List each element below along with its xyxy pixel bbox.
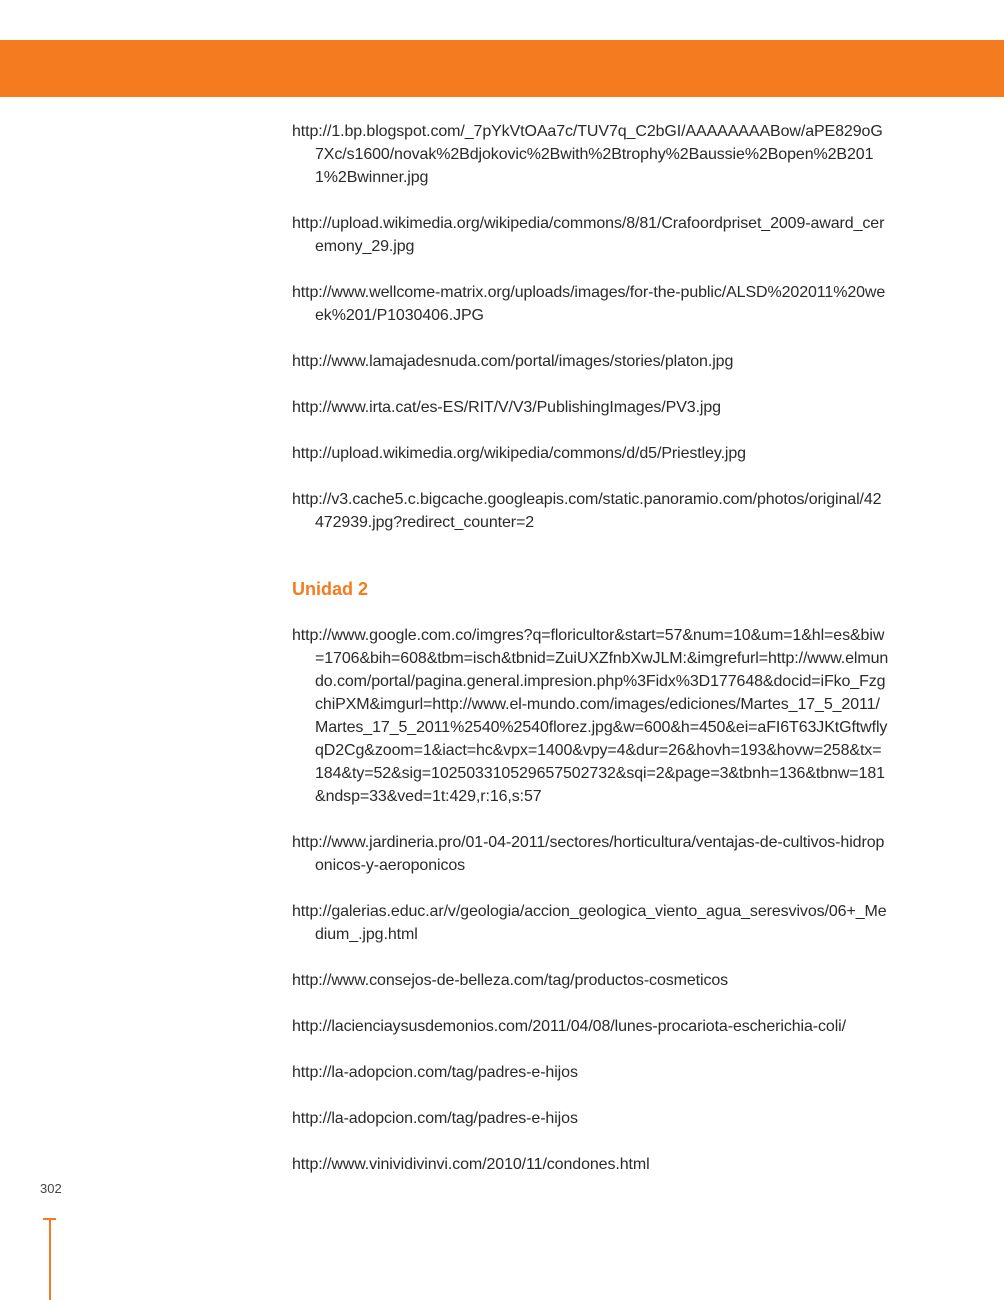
reference-link[interactable]: http://1.bp.blogspot.com/_7pYkVtOAa7c/TUV7q_C2bGI/AAAAAAAABow/aPE829oG7Xc/s1600/novak%2Bdjokovic%2Bwith%2Btrophy%2Baussie%2Bopen%2B2011%2Bwinner.jpg (292, 123, 883, 186)
page-number: 302 (40, 1181, 62, 1196)
header-band (0, 40, 1004, 97)
references-list (292, 120, 890, 1199)
reference-link[interactable]: http://la-adopcion.com/tag/padres-e-hijos (292, 1064, 578, 1081)
reference-link[interactable]: http://galerias.educ.ar/v/geologia/accion_geologica_viento_agua_seresvivos/06+_Medium_.jpg.html (292, 903, 887, 943)
reference-link[interactable]: http://www.vinividivinvi.com/2010/11/condones.html (292, 1156, 650, 1173)
reference-link[interactable]: http://lacienciaysusdemonios.com/2011/04/08/lunes-procariota-escherichia-coli/ (292, 1018, 846, 1035)
section-heading: Unidad 2 (292, 579, 369, 599)
reference-link[interactable]: http://www.consejos-de-belleza.com/tag/productos-cosmeticos (292, 972, 729, 989)
reference-link[interactable]: http://www.irta.cat/es-ES/RIT/V/V3/PublishingImages/PV3.jpg (292, 399, 721, 416)
reference-link[interactable]: http://www.jardineria.pro/01-04-2011/sectores/horticultura/ventajas-de-cultivos-hidroponicos-y-aeroponicos (292, 834, 885, 874)
reference-link[interactable]: http://la-adopcion.com/tag/padres-e-hijos (292, 1110, 578, 1127)
page-marker-line (49, 1218, 51, 1300)
reference-link[interactable]: http://upload.wikimedia.org/wikipedia/commons/d/d5/Priestley.jpg (292, 445, 746, 462)
reference-link[interactable]: http://www.lamajadesnuda.com/portal/images/stories/platon.jpg (292, 353, 734, 370)
reference-link[interactable]: http://upload.wikimedia.org/wikipedia/commons/8/81/Crafoordpriset_2009-award_ceremony_29.jpg (292, 215, 885, 255)
reference-link[interactable]: http://v3.cache5.c.bigcache.googleapis.com/static.panoramio.com/photos/original/42472939.jpg?redirect_counter=2 (292, 491, 882, 531)
reference-link[interactable]: http://www.google.com.co/imgres?q=floricultor&start=57&num=10&um=1&hl=es&biw=1706&bih=608&tbm=isch&tbnid=ZuiUXZfnbXwJLM:&imgrefurl=http://www.elmundo.com/portal/pagina.general.impresion.php%3Fidx%3D177648&docid=iFko_FzgchiPXM&imgurl=http://www.el-mundo.com/images/ediciones/Martes_17_5_2011/Martes_17_5_2011%2540%2540florez.jpg&w=600&h=450&ei=aFI6T63JKtGftwflyqD2Cg&zoom=1&iact=hc&vpx=1400&vpy=4&dur=26&hovh=193&hovw=258&tx=184&ty=52&sig=102503310529657502732&sqi=2&page=3&tbnh=136&tbnw=181&ndsp=33&ved=1t:429,r:16,s:57 (292, 627, 889, 805)
reference-link[interactable]: http://www.wellcome-matrix.org/uploads/images/for-the-public/ALSD%202011%20week%201/P1030406.JPG (292, 284, 886, 324)
